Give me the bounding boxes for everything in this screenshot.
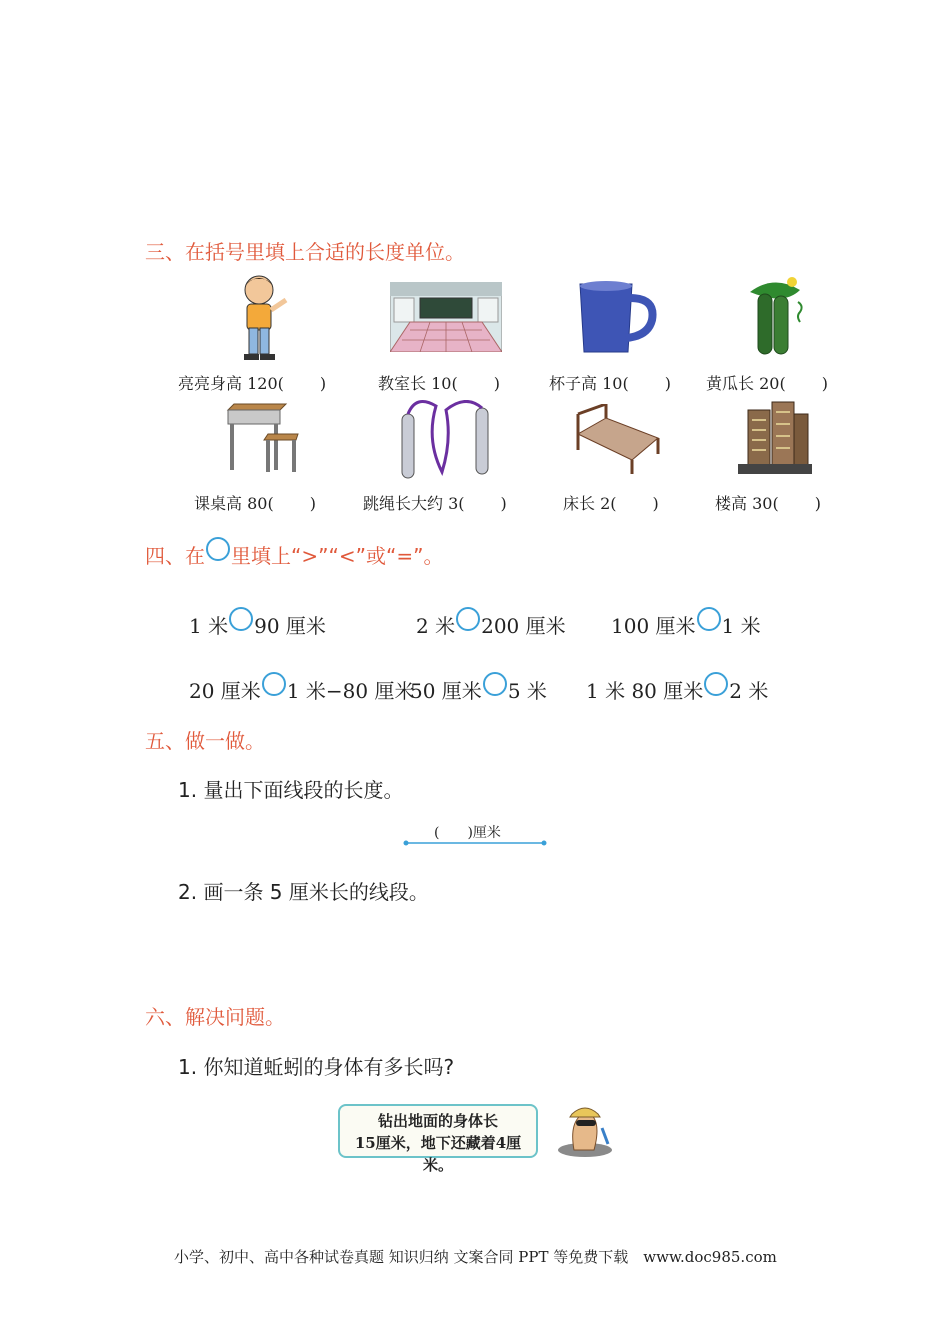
- desk-icon: [224, 400, 300, 480]
- comparison-2: 2 米 200 厘米: [416, 610, 566, 639]
- comparison-4: 20 厘米 1 米−80 厘米: [189, 675, 414, 704]
- section-6-title: 六、解决问题。: [145, 1005, 285, 1029]
- cucumber-icon: [740, 272, 808, 358]
- caption-building-height: 楼高 30( ): [715, 494, 821, 513]
- compare-circle-3[interactable]: [697, 607, 721, 631]
- compare-circle-6[interactable]: [704, 672, 728, 696]
- section-4-title: 四、在 里填上“>”“<”或“=”。: [145, 540, 443, 569]
- segment-label: ( )厘米: [434, 825, 501, 841]
- boy-icon: [228, 270, 290, 362]
- caption-classroom-length: 教室长 10( ): [378, 374, 500, 393]
- question-5-2: 2. 画一条 5 厘米长的线段。: [178, 880, 429, 904]
- speech-bubble: [338, 1104, 538, 1174]
- comparison-6: 1 米 80 厘米 2 米: [586, 675, 768, 704]
- caption-cup-height: 杯子高 10( ): [549, 374, 671, 393]
- question-5-1: 1. 量出下面线段的长度。: [178, 778, 404, 802]
- section-3-title: 三、在括号里填上合适的长度单位。: [145, 240, 465, 264]
- comparison-1: 1 米 90 厘米: [189, 610, 326, 639]
- cup-icon: [574, 280, 660, 356]
- bed-icon: [572, 404, 662, 476]
- circle-icon: [206, 537, 230, 561]
- line-segment: [402, 838, 548, 848]
- caption-height-boy: 亮亮身高 120( ): [178, 374, 327, 393]
- caption-bed-length: 床长 2( ): [563, 494, 659, 513]
- caption-cucumber-length: 黄瓜长 20( ): [706, 374, 828, 393]
- compare-circle-5[interactable]: [483, 672, 507, 696]
- comparison-5: 50 厘米 5 米: [410, 675, 547, 704]
- building-icon: [738, 400, 812, 480]
- bubble-line-1: 钻出地面的身体长: [377, 1112, 498, 1130]
- compare-circle-4[interactable]: [262, 672, 286, 696]
- compare-circle-1[interactable]: [229, 607, 253, 631]
- bubble-line-2: 15厘米，地下还藏着4厘米。: [354, 1134, 522, 1174]
- caption-rope-length: 跳绳长大约 3( ): [363, 494, 507, 513]
- compare-circle-2[interactable]: [456, 607, 480, 631]
- section-5-title: 五、做一做。: [145, 729, 265, 753]
- caption-desk-height: 课桌高 80( ): [194, 494, 316, 513]
- classroom-icon: [390, 282, 502, 352]
- earthworm-icon: [556, 1098, 614, 1158]
- footer-text: 小学、初中、高中各种试卷真题 知识归纳 文案合同 PPT 等免费下载 www.doc985.com: [174, 1248, 777, 1266]
- jump-rope-icon: [396, 400, 492, 482]
- question-6-1: 1. 你知道蚯蚓的身体有多长吗?: [178, 1055, 455, 1079]
- comparison-3: 100 厘米 1 米: [611, 610, 761, 639]
